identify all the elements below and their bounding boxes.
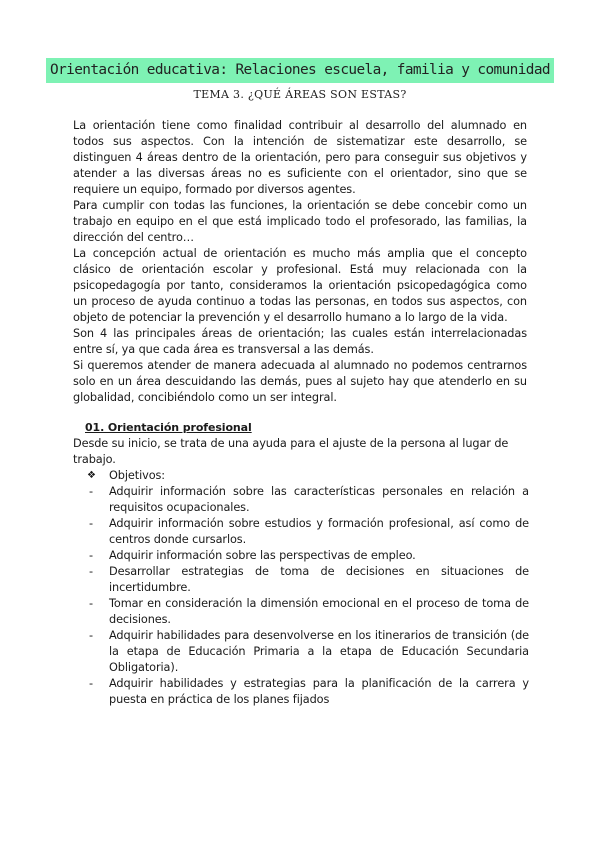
- document-title: Orientación educativa: Relaciones escuela, familia y comunidad: [46, 58, 554, 83]
- objectives-list: [73, 484, 529, 708]
- paragraph: La concepción actual de orientación es mucho más amplia que el concepto clásico de orientación escolar y profesional. Está muy relacionada con la psicopedagogía por tanto, consideramos la orientación psicopedagógica como un proceso de ayuda continuo a todas las personas, en todos sus aspectos, con objeto de potenciar la prevención y el desarrollo humano a lo largo de la vida.: [73, 247, 527, 324]
- section-orientacion-profesional: [73, 420, 529, 708]
- objectives-label: Objetivos:: [109, 469, 166, 482]
- list-item-text: Desarrollar estrategias de toma de decisiones en situaciones de incertidumbre.: [109, 565, 529, 594]
- dash-bullet-icon: -: [89, 565, 93, 578]
- list-item: [73, 564, 529, 596]
- paragraph: Son 4 las principales áreas de orientación; las cuales están interrelacionadas entre sí, ya que cada área es transversal a las demás.: [73, 327, 527, 356]
- section-heading: 01. Orientación profesional: [85, 421, 252, 434]
- list-item-text: Tomar en consideración la dimensión emocional en el proceso de toma de decisiones.: [109, 597, 529, 626]
- list-item-text: Adquirir información sobre estudios y formación profesional, así como de centros donde cursarlos.: [109, 517, 529, 546]
- dash-bullet-icon: -: [89, 677, 93, 690]
- list-item-text: Adquirir habilidades para desenvolverse en los itinerarios de transición (de la etapa de Educación Primaria a la etapa de Educación Secundaria Obligatoria).: [109, 629, 529, 674]
- list-item: [73, 628, 529, 676]
- paragraph: Para cumplir con todas las funciones, la orientación se debe concebir como un trabajo en equipo en el que está implicado todo el profesorado, las familias, la dirección del centro…: [73, 199, 527, 244]
- document-subtitle: TEMA 3. ¿QUÉ ÁREAS SON ESTAS?: [193, 88, 407, 101]
- list-item-text: Adquirir información sobre las características personales en relación a requisitos ocupacionales.: [109, 485, 529, 514]
- dash-bullet-icon: -: [89, 517, 93, 530]
- objectives-bullet: [73, 468, 529, 484]
- list-item: [73, 676, 529, 708]
- list-item: [73, 548, 529, 564]
- body-text: [73, 118, 527, 406]
- dash-bullet-icon: -: [89, 629, 93, 642]
- title-wrap: [0, 58, 600, 83]
- list-item-text: Adquirir información sobre las perspectivas de empleo.: [109, 549, 416, 562]
- dash-bullet-icon: -: [89, 549, 93, 562]
- list-item: [73, 596, 529, 628]
- list-item: [73, 516, 529, 548]
- list-item: [73, 484, 529, 516]
- list-item-text: Adquirir habilidades y estrategias para la planificación de la carrera y puesta en práctica de los planes fijados: [109, 677, 529, 706]
- paragraph: La orientación tiene como finalidad contribuir al desarrollo del alumnado en todos sus aspectos. Con la intención de sistematizar este desarrollo, se distinguen 4 áreas dentro de la orientación, pero para conseguir sus objetivos y atender a las diversas áreas no es suficiente con el orientador, sino que se requiere un equipo, formado por diversos agentes.: [73, 119, 527, 196]
- paragraph: Si queremos atender de manera adecuada al alumnado no podemos centrarnos solo en un área descuidando las demás, pues al sujeto hay que atenderlo en su globalidad, concibiéndolo como un ser integral.: [73, 359, 527, 404]
- section-intro: Desde su inicio, se trata de una ayuda para el ajuste de la persona al lugar de trabajo.: [73, 437, 509, 466]
- dash-bullet-icon: -: [89, 485, 93, 498]
- dash-bullet-icon: -: [89, 597, 93, 610]
- diamond-bullet-icon: ❖: [87, 470, 96, 481]
